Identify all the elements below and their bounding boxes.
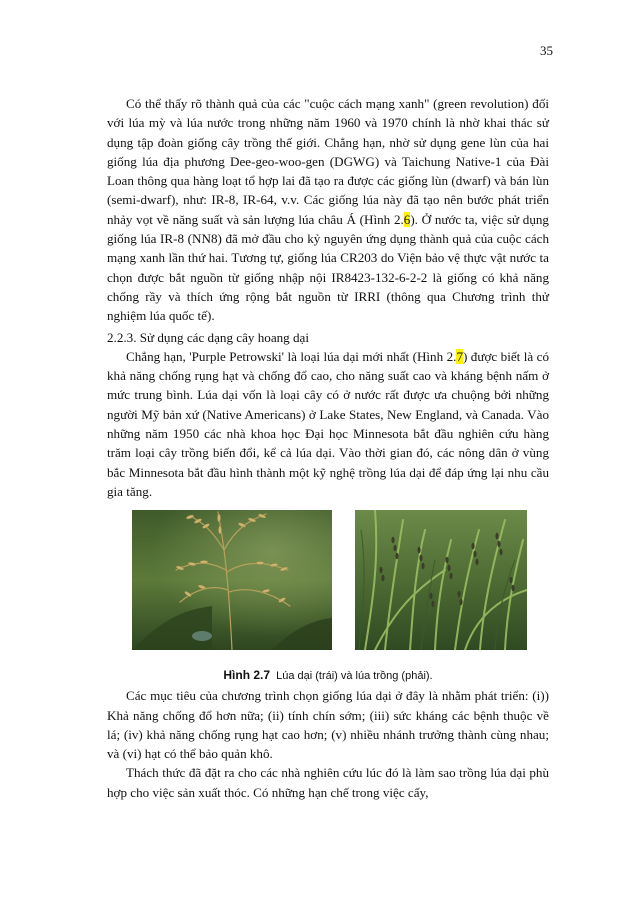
figure-reference-highlight: 7: [456, 348, 463, 364]
paragraph-wild-rice: Chẳng hạn, 'Purple Petrowski' là loại lúa dại mới nhất (Hình 2.7) được biết là có khả năng chống rụng hạt và chống đổ cao, cho năng suất cao và kháng bệnh nấm ở mức trung bình. Lúa dại vốn là loại cây có ở nước rất được ưa chuộng bởi những người Mỹ bản xứ (Native Americans) ở Lake States, New England, và Canada. Vào những năm 1950 các nhà khoa học Đại học Minnesota bắt đầu nghiên cứu hàng trăm loại cây trồng biến đổi, kể cả lúa dại. Vào thời gian đó, các nông dân ở vùng bắc Minnesota bắt đầu hình thành một kỹ nghệ trồng lúa dại để đáp ứng lại nhu cầu gia tăng.: [107, 348, 550, 499]
paragraph-breeding-goals: Các mục tiêu của chương trình chọn giống lúa dại ở đây là nhằm phát triển: (i)) Khả năng chống đổ hơn nữa; (ii) tính chín sớm; (iii) sức kháng các bệnh thuộc về lá; (iv) khả năng chống rụng hạt cao hơn; (v) nhiều nhánh trưởng thành cùng nhau; và (vi) hạt có thể bảo quản khô.: [107, 688, 549, 762]
cultivated-rice-photo: [355, 510, 527, 650]
figure-images: [107, 510, 549, 650]
section-heading: 2.2.3. Sử dụng các dạng cây hoang dại: [107, 329, 309, 345]
wild-rice-photo: [132, 510, 332, 650]
figure-label: Hình 2.7: [223, 668, 271, 683]
figure-caption: [107, 668, 549, 683]
figure-reference-highlight: 6: [403, 211, 411, 227]
paragraph-challenges: Thách thức đã đặt ra cho các nhà nghiên cứu lúc đó là làm sao trồng lúa dại phù hợp cho việc sản xuất thóc. Có những hạn chế trong việc cấy,: [107, 765, 549, 800]
figure-caption-text: Lúa dại (trái) và lúa trồng (phải).: [276, 670, 433, 683]
page-number: 35: [540, 43, 553, 58]
page-content: [107, 94, 549, 802]
paragraph-green-revolution: Có thể thấy rõ thành quả của các "cuộc cách mạng xanh" (green revolution) đối với lúa mỳ và lúa nước trong những năm 1960 và 1970 chính là nhờ khai thác sử dụng tập đoàn giống cây trồng thế giới. Chẳng hạn, nhờ sử dụng gene lùn của hai giống lúa địa phương Dee-geo-woo-gen (DGWG) và Taichung Native-1 của Đài Loan thông qua hàng loạt tổ hợp lai đã tạo ra được các giống lùn (dwarf) và bán lùn (semi-dwarf), như: IR-8, IR-64, v.v. Các giống lúa này đã tạo nên bước phát triển nhảy vọt về năng suất và sản lượng lúa châu Á (Hình 2.6). Ở nước ta, việc sử dụng giống lúa IR-8 (NN8) đã mở đầu cho kỷ nguyên ứng dụng thành quả của cuộc cách mạng xanh lần thứ hai. Tương tự, giống lúa CR203 do Viện bảo vệ thực vật nước ta chọn được bắt nguồn từ giống nhập nội IR8423-132-6-2-2 là giống có khả năng chống rầy và thích ứng rộng bắt nguồn từ IRRI (thông qua Chương trình thử nghiệm lúa quốc tế).: [107, 96, 549, 324]
